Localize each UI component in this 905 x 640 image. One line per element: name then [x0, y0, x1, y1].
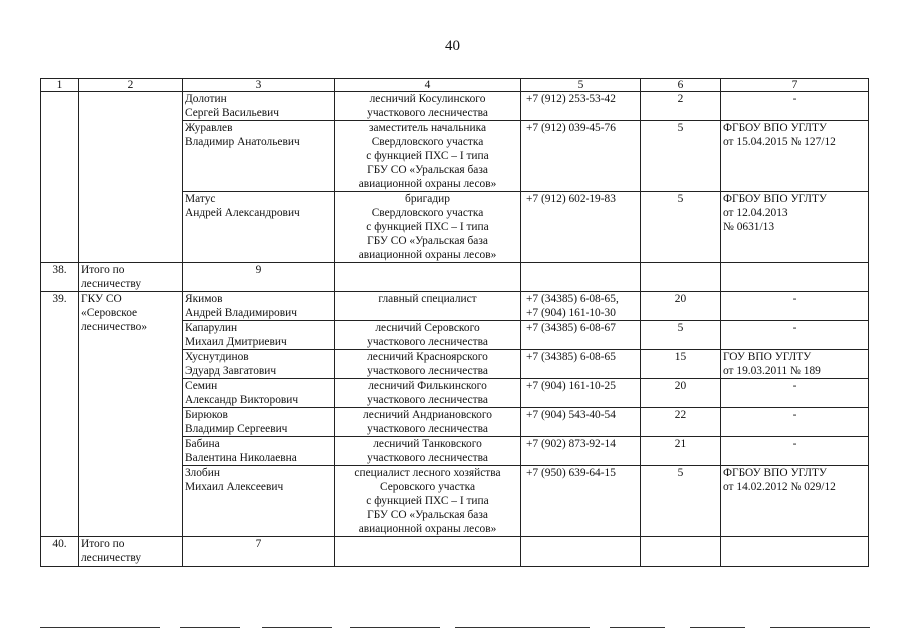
employee-name	[183, 92, 335, 121]
employee-position	[335, 408, 521, 437]
cell-line: участкового лесничества	[367, 452, 488, 464]
staff-table	[40, 78, 869, 567]
cell-line: ФГБОУ ВПО УГЛТУ	[723, 122, 827, 134]
employee-phone	[521, 379, 641, 408]
column-header: 4	[335, 79, 521, 92]
cell-line: «Серовское	[81, 307, 138, 319]
cell-line: +7 (34385) 6-08-65	[526, 351, 616, 363]
cell-line: +7 (912) 253-53-42	[526, 93, 616, 105]
cell-line: +7 (904) 161-10-30	[526, 307, 616, 319]
employee-name	[183, 121, 335, 192]
employee-count: 5	[641, 121, 721, 192]
cell-line: Михаил Алексеевич	[185, 481, 284, 493]
cell-line: с функцией ПХС – I типа	[366, 150, 489, 162]
cell-line: ФГБОУ ВПО УГЛТУ	[723, 467, 827, 479]
cell-line: Сергей Васильевич	[185, 107, 279, 119]
org-name	[79, 92, 183, 263]
cell-line: с функцией ПХС – I типа	[366, 221, 489, 233]
cell-line: Бабина	[185, 438, 220, 450]
row-number: 40.	[41, 537, 79, 567]
cell-line: +7 (904) 543-40-54	[526, 409, 616, 421]
employee-name	[183, 466, 335, 537]
employee-phone	[521, 408, 641, 437]
employee-education	[721, 379, 869, 408]
cell-line: авиационной охраны лесов»	[358, 249, 497, 261]
cell-line: заместитель начальника	[368, 122, 487, 134]
cell-line: участкового лесничества	[367, 336, 488, 348]
cell-line: лесничий Красноярского	[367, 351, 488, 363]
cell-line: Журавлев	[185, 122, 233, 134]
employee-phone	[521, 292, 641, 321]
employee-name	[183, 379, 335, 408]
row-number: 39.	[41, 292, 79, 537]
footer-rule	[455, 627, 590, 628]
cell-line: Свердловского участка	[371, 136, 484, 148]
employee-name	[183, 350, 335, 379]
employee-phone	[521, 121, 641, 192]
cell-line: от 15.04.2015 № 127/12	[723, 136, 836, 148]
cell-line: +7 (904) 161-10-25	[526, 380, 616, 392]
employee-name	[183, 292, 335, 321]
column-header: 5	[521, 79, 641, 92]
cell-line: Эдуард Завгатович	[185, 365, 277, 377]
cell-line: Александр Викторович	[185, 394, 299, 406]
cell-line: главный специалист	[378, 293, 477, 305]
employee-count: 5	[641, 192, 721, 263]
employee-count: 15	[641, 350, 721, 379]
cell-line: -	[792, 409, 797, 421]
cell-line: авиационной охраны лесов»	[358, 523, 497, 535]
cell-line: Семин	[185, 380, 218, 392]
cell-line: № 0631/13	[723, 221, 775, 233]
table-row	[41, 292, 869, 321]
total-label: Итого по лесничеству	[79, 263, 183, 292]
footer-rule	[40, 627, 160, 628]
cell-line: -	[792, 293, 797, 305]
cell-line: лесничий Филькинского	[368, 380, 487, 392]
cell-line: +7 (34385) 6-08-65,	[526, 293, 619, 305]
footer-rule	[610, 627, 665, 628]
cell-line: Михаил Дмитриевич	[185, 336, 287, 348]
cell-line: лесничество»	[81, 321, 148, 333]
cell-line: от 19.03.2011 № 189	[723, 365, 821, 377]
employee-education	[721, 92, 869, 121]
cell-line: -	[792, 380, 797, 392]
cell-line: ФГБОУ ВПО УГЛТУ	[723, 193, 827, 205]
cell-line: Долотин	[185, 93, 227, 105]
employee-position	[335, 321, 521, 350]
cell-line: +7 (902) 873-92-14	[526, 438, 616, 450]
page-number: 40	[445, 38, 460, 54]
cell-line: Андрей Владимирович	[185, 307, 297, 319]
employee-name	[183, 408, 335, 437]
cell-line: Серовского участка	[379, 481, 476, 493]
employee-phone	[521, 466, 641, 537]
total-row	[41, 537, 869, 567]
cell-line: ГБУ СО «Уральская база	[367, 235, 488, 247]
employee-name	[183, 321, 335, 350]
column-header: 6	[641, 79, 721, 92]
cell-line: ГОУ ВПО УГЛТУ	[723, 351, 812, 363]
org-name	[79, 292, 183, 537]
cell-line: от 14.02.2012 № 029/12	[723, 481, 836, 493]
employee-name	[183, 192, 335, 263]
employee-education	[721, 466, 869, 537]
cell-line: бригадир	[405, 193, 450, 205]
cell-line: -	[792, 322, 797, 334]
employee-position	[335, 192, 521, 263]
cell-line: Владимир Анатольевич	[185, 136, 300, 148]
employee-phone	[521, 192, 641, 263]
cell-line: Бирюков	[185, 409, 228, 421]
column-number-row	[41, 79, 869, 92]
employee-count: 22	[641, 408, 721, 437]
employee-position	[335, 92, 521, 121]
cell-line: ГБУ СО «Уральская база	[367, 164, 488, 176]
employee-count: 5	[641, 321, 721, 350]
row-number	[41, 92, 79, 263]
employee-education	[721, 350, 869, 379]
cell-line: +7 (912) 039-45-76	[526, 122, 616, 134]
cell-line: авиационной охраны лесов»	[358, 178, 497, 190]
employee-education	[721, 321, 869, 350]
employee-position	[335, 466, 521, 537]
cell-line: от 12.04.2013	[723, 207, 788, 219]
cell-line: Владимир Сергеевич	[185, 423, 288, 435]
footer-rule	[690, 627, 745, 628]
cell-line: участкового лесничества	[367, 423, 488, 435]
column-header: 1	[41, 79, 79, 92]
total-value: 7	[183, 537, 335, 567]
cell-line: участкового лесничества	[367, 365, 488, 377]
employee-position	[335, 350, 521, 379]
total-label: Итого по лесничеству	[79, 537, 183, 567]
employee-position	[335, 121, 521, 192]
cell-line: Хуснутдинов	[185, 351, 249, 363]
cell-line: -	[792, 93, 797, 105]
employee-count: 5	[641, 466, 721, 537]
footer-rule	[770, 627, 870, 628]
cell-line: Капарулин	[185, 322, 238, 334]
table-row	[41, 92, 869, 121]
cell-line: участкового лесничества	[367, 107, 488, 119]
footer-rule	[180, 627, 240, 628]
cell-line: +7 (912) 602-19-83	[526, 193, 616, 205]
employee-phone	[521, 437, 641, 466]
cell-line: Матус	[185, 193, 216, 205]
total-row	[41, 263, 869, 292]
cell-line: участкового лесничества	[367, 394, 488, 406]
column-header: 7	[721, 79, 869, 92]
cell-line: +7 (950) 639-64-15	[526, 467, 616, 479]
employee-position	[335, 292, 521, 321]
employee-education	[721, 408, 869, 437]
cell-line: Свердловского участка	[371, 207, 484, 219]
footer-rule	[350, 627, 440, 628]
column-header: 3	[183, 79, 335, 92]
cell-line: +7 (34385) 6-08-67	[526, 322, 616, 334]
employee-education	[721, 437, 869, 466]
cell-line: специалист лесного хозяйства	[354, 467, 501, 479]
cell-line: ГБУ СО «Уральская база	[367, 509, 488, 521]
row-number: 38.	[41, 263, 79, 292]
employee-count: 20	[641, 379, 721, 408]
cell-line: лесничий Танковского	[373, 438, 482, 450]
cell-line: -	[792, 438, 797, 450]
cell-line: Злобин	[185, 467, 220, 479]
employee-count: 21	[641, 437, 721, 466]
employee-education	[721, 121, 869, 192]
employee-phone	[521, 350, 641, 379]
column-header: 2	[79, 79, 183, 92]
cell-line: лесничий Косулинского	[369, 93, 486, 105]
cell-line: лесничий Андриановского	[363, 409, 492, 421]
employee-phone	[521, 321, 641, 350]
employee-count: 2	[641, 92, 721, 121]
employee-education	[721, 292, 869, 321]
cell-line: лесничий Серовского	[375, 322, 480, 334]
employee-position	[335, 379, 521, 408]
cell-line: Андрей Александрович	[185, 207, 300, 219]
employee-education	[721, 192, 869, 263]
cell-line: Якимов	[185, 293, 223, 305]
cell-line: с функцией ПХС – I типа	[366, 495, 489, 507]
employee-name	[183, 437, 335, 466]
total-value: 9	[183, 263, 335, 292]
cell-line: ГКУ СО	[81, 293, 122, 305]
employee-phone	[521, 92, 641, 121]
employee-count: 20	[641, 292, 721, 321]
employee-position	[335, 437, 521, 466]
cell-line: Валентина Николаевна	[185, 452, 297, 464]
footer-rule	[262, 627, 332, 628]
